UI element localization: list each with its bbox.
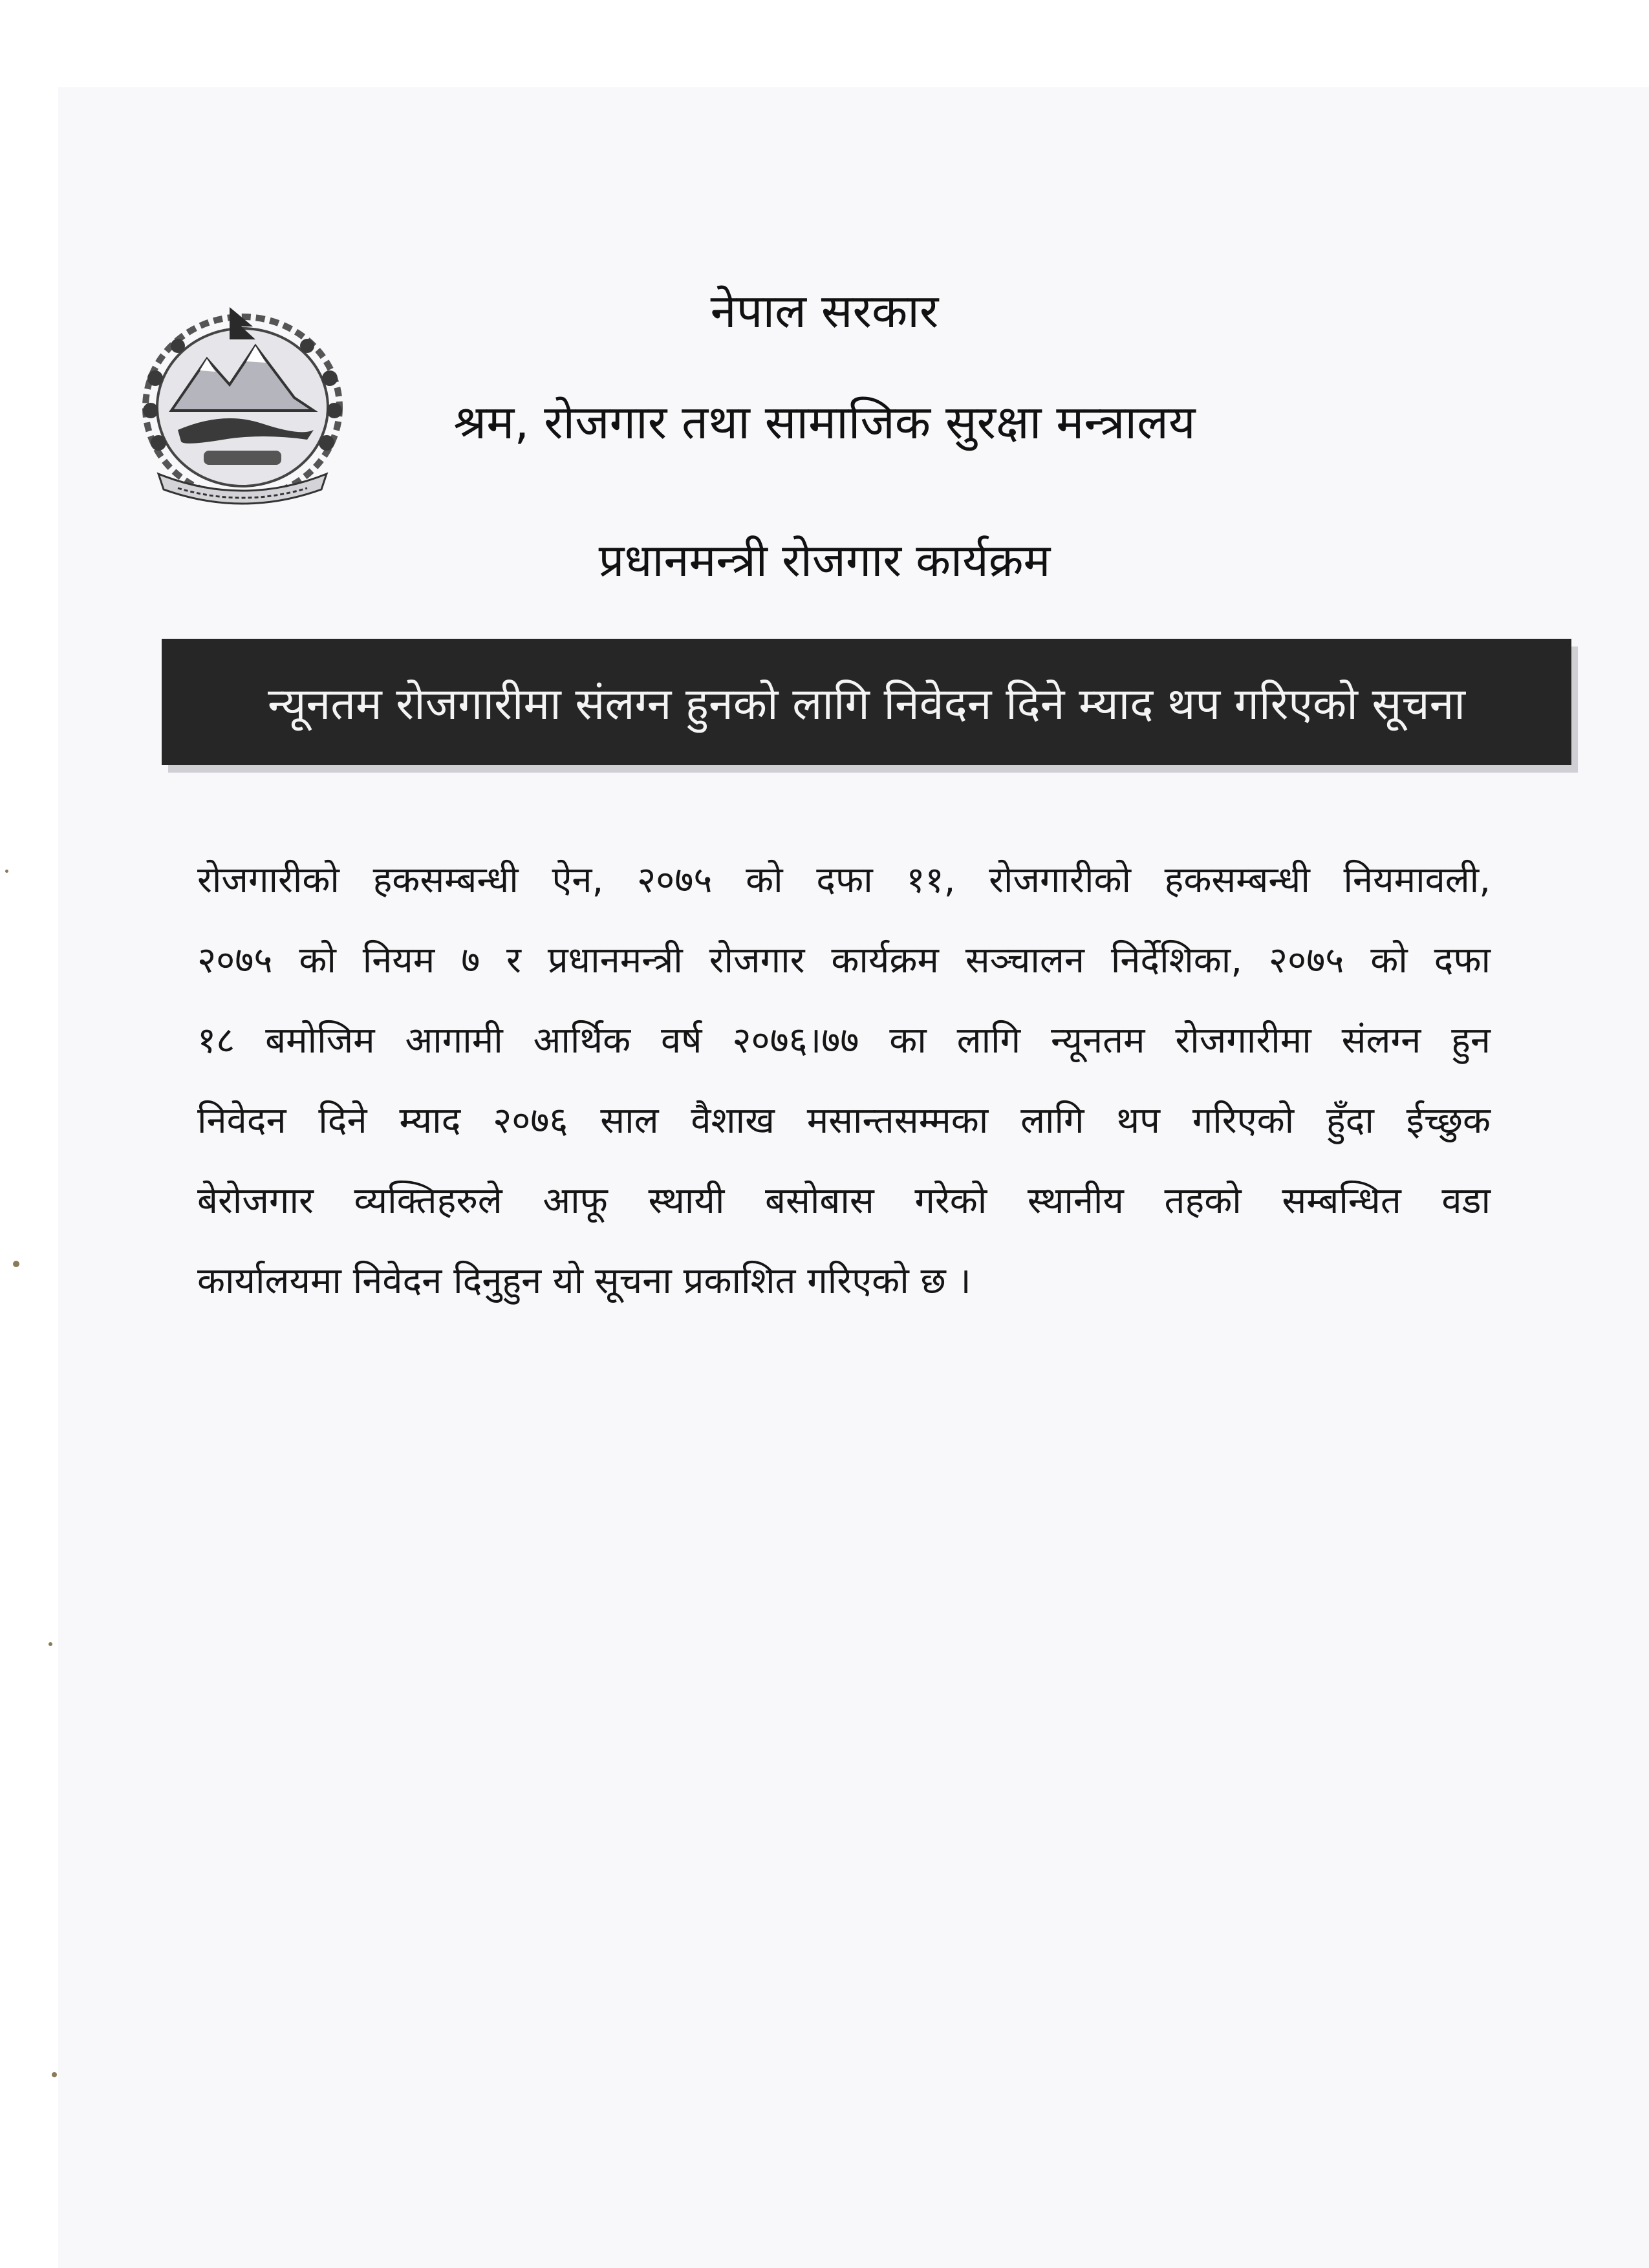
notice-title: न्यूनतम रोजगारीमा संलग्न हुनको लागि निवेदन दिने म्याद थप गरिएको सूचना: [268, 679, 1465, 730]
body-line: १८ बमोजिम आगामी आर्थिक वर्ष २०७६।७७ का लागि न्यूनतम रोजगारीमा संलग्न हुन: [197, 1020, 1491, 1062]
government-name: नेपाल सरकार: [710, 284, 939, 338]
body-line: २०७५ को नियम ७ र प्रधानमन्त्री रोजगार कार्यक्रम सञ्चालन निर्देशिका, २०७५ को दफा: [197, 939, 1491, 981]
notice-banner: [162, 639, 1571, 765]
scan-speck: [48, 1642, 52, 1646]
body-line: रोजगारीको हकसम्बन्धी ऐन, २०७५ को दफा ११, रोजगारीको हकसम्बन्धी नियमावली,: [197, 859, 1491, 901]
body-line: कार्यालयमा निवेदन दिनुहुन यो सूचना प्रकाशित गरिएको छ ।: [197, 1260, 971, 1302]
scan-speck: [52, 2072, 57, 2077]
scan-speck: [5, 870, 8, 873]
body-line: बेरोजगार व्यक्तिहरुले आफू स्थायी बसोबास गरेको स्थानीय तहको सम्बन्धित वडा: [197, 1180, 1491, 1222]
program-name: प्रधानमन्त्री रोजगार कार्यक्रम: [598, 534, 1051, 587]
ministry-name: श्रम, रोजगार तथा सामाजिक सुरक्षा मन्त्रालय: [453, 395, 1196, 449]
body-line: निवेदन दिने म्याद २०७६ साल वैशाख मसान्तसम्मका लागि थप गरिएको हुँदा ईच्छुक: [197, 1100, 1491, 1142]
scan-speck: [13, 1261, 19, 1267]
scan-top-margin: [0, 0, 1649, 87]
notice-body: [197, 840, 1491, 1321]
